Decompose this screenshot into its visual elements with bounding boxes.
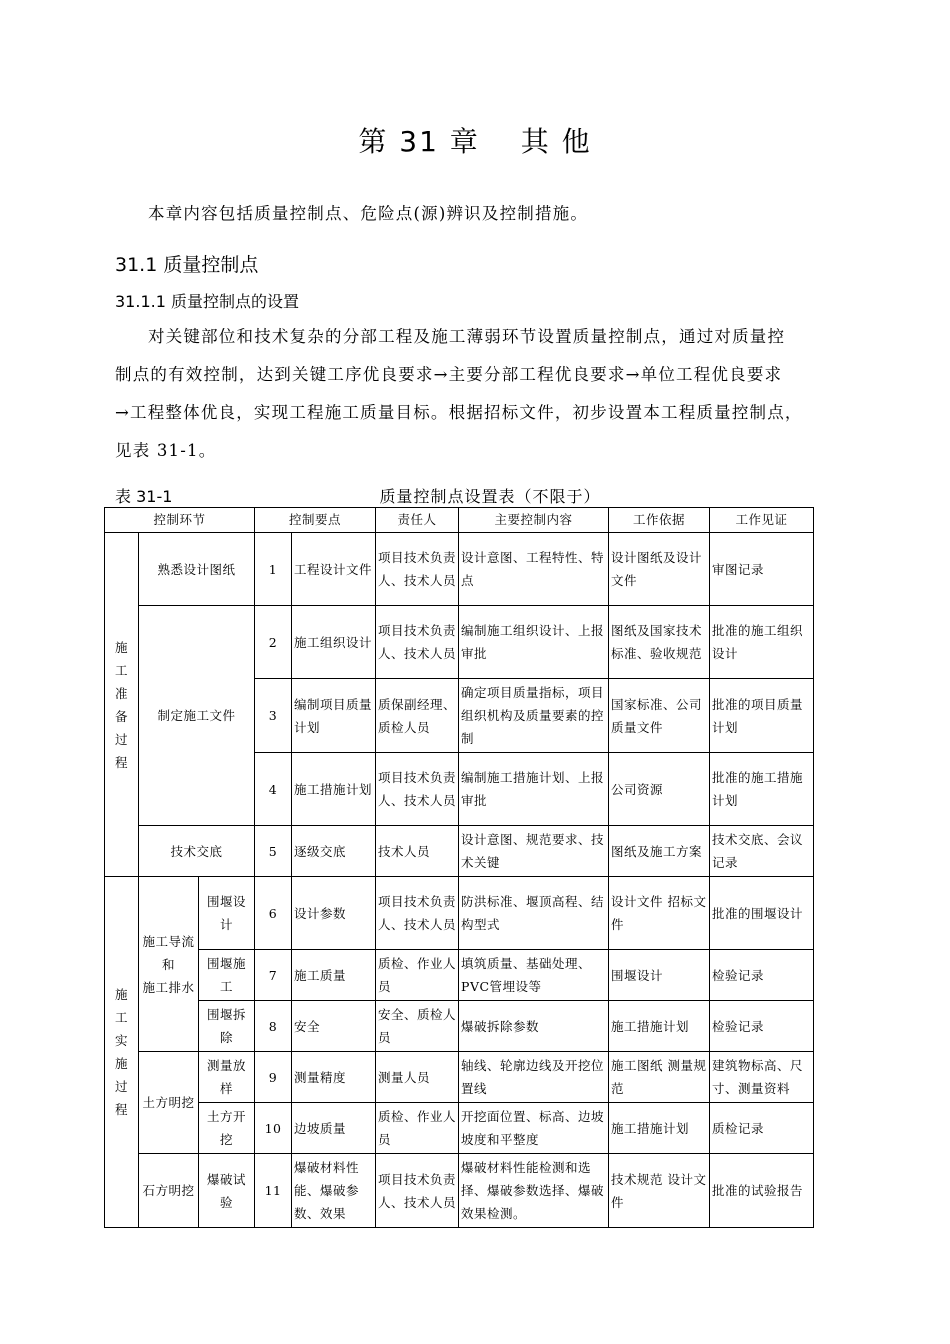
group-cell: 技术交底 (139, 826, 255, 877)
body-line: 制点的有效控制，达到关键工序优良要求→主要分部工程优良要求→单位工程优良要求 (115, 365, 783, 384)
work-proof: 质检记录 (710, 1103, 814, 1154)
responsible: 测量人员 (376, 1052, 459, 1103)
table-row (105, 950, 814, 1001)
work-basis: 公司资源 (609, 753, 710, 826)
responsible: 项目技术负责人、技术人员 (376, 753, 459, 826)
intro-paragraph: 本章内容包括质量控制点、危险点(源)辨识及控制措施。 (148, 204, 589, 223)
responsible: 质检、作业人员 (376, 1103, 459, 1154)
header-cell: 主要控制内容 (459, 508, 609, 533)
sub-item: 土方开挖 (199, 1103, 255, 1154)
row-number: 5 (255, 826, 292, 877)
work-proof: 批准的施工措施计划 (710, 753, 814, 826)
table-title: 质量控制点设置表（不限于） (379, 487, 601, 506)
control-point: 工程设计文件 (292, 533, 376, 606)
table-row (105, 877, 814, 950)
control-content: 确定项目质量指标，项目组织机构及质量要素的控制 (459, 679, 609, 753)
quality-control-table (104, 507, 814, 1228)
control-point: 测量精度 (292, 1052, 376, 1103)
group-cell: 石方明挖 (139, 1154, 199, 1228)
table-row (105, 826, 814, 877)
work-proof: 技术交底、会议记录 (710, 826, 814, 877)
body-paragraph (115, 321, 840, 467)
control-point: 设计参数 (292, 877, 376, 950)
row-number: 6 (255, 877, 292, 950)
table-row (105, 533, 814, 606)
work-proof: 批准的围堰设计 (710, 877, 814, 950)
table-header-row (105, 508, 814, 533)
group-cell: 土方明挖 (139, 1052, 199, 1154)
control-content: 填筑质量、基础处理、PVC管埋设等 (459, 950, 609, 1001)
control-content: 爆破材料性能检测和选择、爆破参数选择、爆破效果检测。 (459, 1154, 609, 1228)
header-cell: 工作见证 (710, 508, 814, 533)
group-cell-diversion: 施工导流 和 施工排水 (139, 877, 199, 1052)
sub-item: 围堰拆除 (199, 1001, 255, 1052)
row-number: 11 (255, 1154, 292, 1228)
work-basis: 技术规范 设计文件 (609, 1154, 710, 1228)
work-proof: 建筑物标高、尺寸、测量资料 (710, 1052, 814, 1103)
header-cell: 控制环节 (105, 508, 255, 533)
row-number: 1 (255, 533, 292, 606)
work-basis: 施工图纸 测量规范 (609, 1052, 710, 1103)
responsible: 质保副经理、质检人员 (376, 679, 459, 753)
header-cell: 工作依据 (609, 508, 710, 533)
control-content: 设计意图、规范要求、技术关键 (459, 826, 609, 877)
sub-item: 爆破试验 (199, 1154, 255, 1228)
table-row (105, 1052, 814, 1103)
work-basis: 施工措施计划 (609, 1001, 710, 1052)
work-proof: 批准的施工组织设计 (710, 606, 814, 679)
row-number: 8 (255, 1001, 292, 1052)
control-point: 施工措施计划 (292, 753, 376, 826)
work-proof: 批准的试验报告 (710, 1154, 814, 1228)
subsection-heading: 31.1.1 质量控制点的设置 (115, 292, 299, 311)
control-content: 轴线、轮廓边线及开挖位置线 (459, 1052, 609, 1103)
sub-item: 围堰施工 (199, 950, 255, 1001)
control-point: 逐级交底 (292, 826, 376, 877)
stage-cell-preparation: 施 工 准 备 过 程 (105, 533, 139, 877)
sub-item: 围堰设计 (199, 877, 255, 950)
control-point: 施工组织设计 (292, 606, 376, 679)
row-number: 10 (255, 1103, 292, 1154)
control-point: 爆破材料性能、爆破参数、效果 (292, 1154, 376, 1228)
body-line: →工程整体优良，实现工程施工质量目标。根据招标文件，初步设置本工程质量控制点， (115, 403, 803, 422)
responsible: 项目技术负责人、技术人员 (376, 1154, 459, 1228)
work-proof: 审图记录 (710, 533, 814, 606)
table-row (105, 606, 814, 679)
control-content: 防洪标准、堰顶高程、结构型式 (459, 877, 609, 950)
work-proof: 检验记录 (710, 1001, 814, 1052)
table-number: 表 31-1 (115, 487, 173, 506)
work-basis: 图纸及国家技术标准、验收规范 (609, 606, 710, 679)
row-number: 4 (255, 753, 292, 826)
row-number: 9 (255, 1052, 292, 1103)
control-point: 施工质量 (292, 950, 376, 1001)
control-point: 编制项目质量计划 (292, 679, 376, 753)
stage-cell-implementation: 施 工 实 施 过 程 (105, 877, 139, 1228)
row-number: 3 (255, 679, 292, 753)
control-content: 设计意图、工程特性、特点 (459, 533, 609, 606)
work-basis: 设计文件 招标文件 (609, 877, 710, 950)
work-basis: 国家标准、公司质量文件 (609, 679, 710, 753)
section-heading: 31.1 质量控制点 (115, 254, 259, 276)
responsible: 项目技术负责人、技术人员 (376, 877, 459, 950)
control-content: 编制施工措施计划、上报审批 (459, 753, 609, 826)
responsible: 安全、质检人员 (376, 1001, 459, 1052)
work-basis: 图纸及施工方案 (609, 826, 710, 877)
control-content: 爆破拆除参数 (459, 1001, 609, 1052)
responsible: 项目技术负责人、技术人员 (376, 606, 459, 679)
work-proof: 检验记录 (710, 950, 814, 1001)
body-line: 对关键部位和技术复杂的分部工程及施工薄弱环节设置质量控制点，通过对质量控 (148, 327, 786, 346)
responsible: 质检、作业人员 (376, 950, 459, 1001)
group-cell: 制定施工文件 (139, 606, 255, 826)
row-number: 7 (255, 950, 292, 1001)
header-cell: 控制要点 (255, 508, 376, 533)
table-row (105, 1001, 814, 1052)
chapter-title: 第 31 章 其 他 (358, 125, 592, 158)
control-content: 开挖面位置、标高、边坡坡度和平整度 (459, 1103, 609, 1154)
group-cell: 熟悉设计图纸 (139, 533, 255, 606)
row-number: 2 (255, 606, 292, 679)
responsible: 技术人员 (376, 826, 459, 877)
work-basis: 施工措施计划 (609, 1103, 710, 1154)
work-proof: 批准的项目质量计划 (710, 679, 814, 753)
control-point: 边坡质量 (292, 1103, 376, 1154)
table-row (105, 1154, 814, 1228)
body-line: 见表 31-1。 (115, 441, 217, 460)
responsible: 项目技术负责人、技术人员 (376, 533, 459, 606)
header-cell: 责任人 (376, 508, 459, 533)
work-basis: 设计图纸及设计文件 (609, 533, 710, 606)
work-basis: 围堰设计 (609, 950, 710, 1001)
control-content: 编制施工组织设计、上报审批 (459, 606, 609, 679)
control-point: 安全 (292, 1001, 376, 1052)
sub-item: 测量放样 (199, 1052, 255, 1103)
table-row (105, 1103, 814, 1154)
